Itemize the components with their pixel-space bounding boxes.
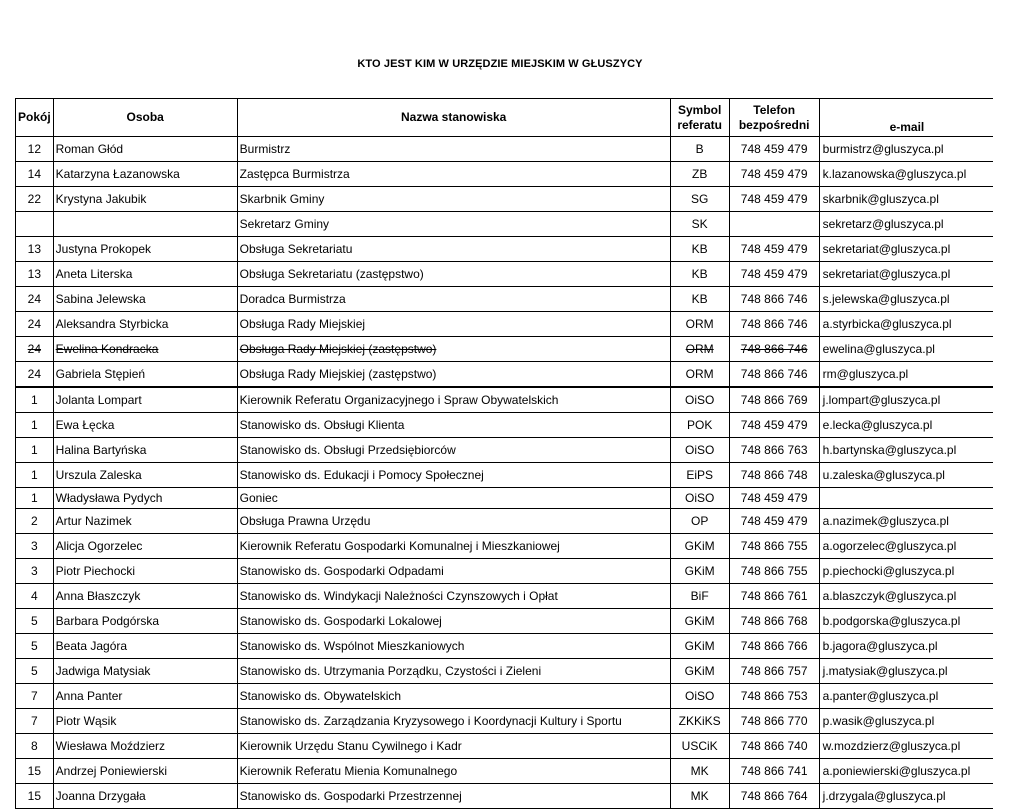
header-person: Osoba xyxy=(53,99,237,137)
cell-person: Artur Nazimek xyxy=(53,509,237,534)
table-row xyxy=(16,584,994,609)
table-row xyxy=(16,413,994,438)
cell-person: Alicja Ogorzelec xyxy=(53,534,237,559)
cell-symbol: MK xyxy=(670,784,729,809)
cell-phone: 748 459 479 xyxy=(729,162,819,187)
cell-email[interactable]: j.lompart@gluszyca.pl xyxy=(819,387,993,413)
cell-symbol: OiSO xyxy=(670,488,729,509)
cell-email[interactable]: a.blaszczyk@gluszyca.pl xyxy=(819,584,993,609)
cell-room: 12 xyxy=(16,137,54,162)
cell-phone: 748 866 748 xyxy=(729,463,819,488)
cell-phone xyxy=(729,212,819,237)
cell-email[interactable]: j.drzygala@gluszyca.pl xyxy=(819,784,993,809)
cell-position: Burmistrz xyxy=(237,137,670,162)
cell-room: 3 xyxy=(16,534,54,559)
cell-position: Obsługa Rady Miejskiej xyxy=(237,312,670,337)
cell-email[interactable]: b.jagora@gluszyca.pl xyxy=(819,634,993,659)
cell-symbol: GKiM xyxy=(670,659,729,684)
cell-room: 24 xyxy=(16,362,54,388)
table-row xyxy=(16,709,994,734)
cell-position: Stanowisko ds. Gospodarki Odpadami xyxy=(237,559,670,584)
cell-person: Jadwiga Matysiak xyxy=(53,659,237,684)
cell-person: Barbara Podgórska xyxy=(53,609,237,634)
table-row xyxy=(16,684,994,709)
table-row xyxy=(16,559,994,584)
cell-position: Sekretarz Gminy xyxy=(237,212,670,237)
cell-position: Goniec xyxy=(237,488,670,509)
cell-email[interactable]: ewelina@gluszyca.pl xyxy=(819,337,993,362)
cell-person: Anna Panter xyxy=(53,684,237,709)
table-row xyxy=(16,187,994,212)
header-phone-line2: bezpośredni xyxy=(738,117,810,132)
cell-person: Andrzej Poniewierski xyxy=(53,759,237,784)
cell-phone: 748 866 755 xyxy=(729,534,819,559)
cell-person: Władysława Pydych xyxy=(53,488,237,509)
cell-room: 24 xyxy=(16,337,54,362)
cell-symbol: OiSO xyxy=(670,684,729,709)
cell-room: 22 xyxy=(16,187,54,212)
table-row xyxy=(16,463,994,488)
cell-phone: 748 459 479 xyxy=(729,488,819,509)
cell-phone: 748 866 764 xyxy=(729,784,819,809)
cell-phone: 748 866 766 xyxy=(729,634,819,659)
cell-position: Kierownik Referatu Organizacyjnego i Spraw Obywatelskich xyxy=(237,387,670,413)
cell-room: 1 xyxy=(16,488,54,509)
cell-symbol: MK xyxy=(670,759,729,784)
cell-room: 1 xyxy=(16,387,54,413)
cell-email[interactable]: w.mozdzierz@gluszyca.pl xyxy=(819,734,993,759)
cell-person: Piotr Wąsik xyxy=(53,709,237,734)
cell-email[interactable]: a.nazimek@gluszyca.pl xyxy=(819,509,993,534)
cell-position: Stanowisko ds. Wspólnot Mieszkaniowych xyxy=(237,634,670,659)
cell-position: Stanowisko ds. Gospodarki Przestrzennej xyxy=(237,784,670,809)
header-email: e-mail xyxy=(819,99,993,137)
cell-phone: 748 866 770 xyxy=(729,709,819,734)
cell-email[interactable]: a.styrbicka@gluszyca.pl xyxy=(819,312,993,337)
cell-room: 7 xyxy=(16,684,54,709)
cell-email[interactable]: p.wasik@gluszyca.pl xyxy=(819,709,993,734)
cell-position: Obsługa Rady Miejskiej (zastępstwo) xyxy=(237,337,670,362)
cell-room: 15 xyxy=(16,784,54,809)
cell-phone: 748 866 763 xyxy=(729,438,819,463)
cell-email[interactable]: j.matysiak@gluszyca.pl xyxy=(819,659,993,684)
cell-room: 24 xyxy=(16,312,54,337)
table-row xyxy=(16,509,994,534)
cell-position: Obsługa Sekretariatu (zastępstwo) xyxy=(237,262,670,287)
cell-phone: 748 459 479 xyxy=(729,413,819,438)
cell-symbol: ZKKiKS xyxy=(670,709,729,734)
table-row xyxy=(16,237,994,262)
cell-person: Ewelina Kondracka xyxy=(53,337,237,362)
cell-symbol: KB xyxy=(670,262,729,287)
table-row xyxy=(16,262,994,287)
cell-position: Kierownik Referatu Mienia Komunalnego xyxy=(237,759,670,784)
cell-email[interactable]: sekretariat@gluszyca.pl xyxy=(819,262,993,287)
cell-person: Sabina Jelewska xyxy=(53,287,237,312)
cell-phone: 748 866 741 xyxy=(729,759,819,784)
cell-phone: 748 866 746 xyxy=(729,362,819,388)
table-row xyxy=(16,212,994,237)
cell-position: Stanowisko ds. Gospodarki Lokalowej xyxy=(237,609,670,634)
cell-email[interactable]: a.ogorzelec@gluszyca.pl xyxy=(819,534,993,559)
cell-person: Aleksandra Styrbicka xyxy=(53,312,237,337)
cell-symbol: SG xyxy=(670,187,729,212)
cell-position: Stanowisko ds. Obsługi Przedsiębiorców xyxy=(237,438,670,463)
cell-person: Gabriela Stępień xyxy=(53,362,237,388)
staff-directory-table xyxy=(15,98,993,809)
cell-person: Katarzyna Łazanowska xyxy=(53,162,237,187)
cell-phone: 748 866 768 xyxy=(729,609,819,634)
cell-room: 5 xyxy=(16,609,54,634)
cell-person: Beata Jagóra xyxy=(53,634,237,659)
cell-room: 3 xyxy=(16,559,54,584)
cell-phone: 748 459 479 xyxy=(729,237,819,262)
cell-symbol: OP xyxy=(670,509,729,534)
table-header-row xyxy=(16,99,994,137)
table-row xyxy=(16,784,994,809)
cell-position: Obsługa Prawna Urzędu xyxy=(237,509,670,534)
cell-person: Halina Bartyńska xyxy=(53,438,237,463)
cell-phone: 748 866 740 xyxy=(729,734,819,759)
table-row xyxy=(16,488,994,509)
cell-email[interactable]: k.lazanowska@gluszyca.pl xyxy=(819,162,993,187)
table-row xyxy=(16,337,994,362)
cell-symbol: ORM xyxy=(670,362,729,388)
table-row xyxy=(16,659,994,684)
cell-symbol: POK xyxy=(670,413,729,438)
cell-person: Anna Błaszczyk xyxy=(53,584,237,609)
cell-position: Doradca Burmistrza xyxy=(237,287,670,312)
cell-symbol: SK xyxy=(670,212,729,237)
cell-room: 2 xyxy=(16,509,54,534)
cell-email[interactable]: sekretariat@gluszyca.pl xyxy=(819,237,993,262)
cell-symbol: OiSO xyxy=(670,438,729,463)
cell-room: 13 xyxy=(16,262,54,287)
cell-position: Stanowisko ds. Windykacji Należności Czynszowych i Opłat xyxy=(237,584,670,609)
cell-room: 24 xyxy=(16,287,54,312)
cell-position: Kierownik Referatu Gospodarki Komunalnej i Mieszkaniowej xyxy=(237,534,670,559)
cell-email[interactable]: p.piechocki@gluszyca.pl xyxy=(819,559,993,584)
table-row xyxy=(16,387,994,413)
table-row xyxy=(16,162,994,187)
cell-position: Kierownik Urzędu Stanu Cywilnego i Kadr xyxy=(237,734,670,759)
cell-symbol: USCiK xyxy=(670,734,729,759)
cell-symbol: ORM xyxy=(670,337,729,362)
cell-room: 1 xyxy=(16,413,54,438)
cell-symbol: KB xyxy=(670,287,729,312)
cell-person: Urszula Zaleska xyxy=(53,463,237,488)
table-row xyxy=(16,534,994,559)
cell-room: 14 xyxy=(16,162,54,187)
header-symbol-line2: referatu xyxy=(677,117,723,132)
cell-symbol: BiF xyxy=(670,584,729,609)
cell-email[interactable]: h.bartynska@gluszyca.pl xyxy=(819,438,993,463)
cell-symbol: EiPS xyxy=(670,463,729,488)
cell-symbol: ZB xyxy=(670,162,729,187)
cell-phone: 748 866 753 xyxy=(729,684,819,709)
cell-person: Ewa Łęcka xyxy=(53,413,237,438)
page-title: KTO JEST KIM W URZĘDZIE MIEJSKIM W GŁUSZYCY xyxy=(357,58,643,70)
table-row xyxy=(16,759,994,784)
cell-room: 5 xyxy=(16,659,54,684)
cell-email[interactable]: b.podgorska@gluszyca.pl xyxy=(819,609,993,634)
cell-email[interactable]: rm@gluszyca.pl xyxy=(819,362,993,388)
cell-room: 4 xyxy=(16,584,54,609)
cell-phone: 748 459 479 xyxy=(729,262,819,287)
cell-phone: 748 866 769 xyxy=(729,387,819,413)
cell-phone: 748 459 479 xyxy=(729,187,819,212)
table-row xyxy=(16,438,994,463)
cell-email[interactable]: burmistrz@gluszyca.pl xyxy=(819,137,993,162)
cell-person: Roman Głód xyxy=(53,137,237,162)
table-row xyxy=(16,609,994,634)
cell-room: 1 xyxy=(16,438,54,463)
cell-symbol: GKiM xyxy=(670,534,729,559)
cell-position: Obsługa Sekretariatu xyxy=(237,237,670,262)
cell-position: Stanowisko ds. Utrzymania Porządku, Czystości i Zieleni xyxy=(237,659,670,684)
cell-email xyxy=(819,488,993,509)
table-row xyxy=(16,287,994,312)
header-phone xyxy=(729,99,819,137)
cell-email[interactable]: a.poniewierski@gluszyca.pl xyxy=(819,759,993,784)
cell-position: Obsługa Rady Miejskiej (zastępstwo) xyxy=(237,362,670,388)
cell-phone: 748 866 757 xyxy=(729,659,819,684)
cell-room: 1 xyxy=(16,463,54,488)
cell-person: Krystyna Jakubik xyxy=(53,187,237,212)
cell-symbol: GKiM xyxy=(670,609,729,634)
table-row xyxy=(16,137,994,162)
cell-person: Wiesława Moździerz xyxy=(53,734,237,759)
cell-symbol: GKiM xyxy=(670,559,729,584)
cell-phone: 748 866 746 xyxy=(729,312,819,337)
cell-phone: 748 866 761 xyxy=(729,584,819,609)
cell-person: Justyna Prokopek xyxy=(53,237,237,262)
cell-person: Jolanta Lompart xyxy=(53,387,237,413)
cell-room: 13 xyxy=(16,237,54,262)
cell-position: Zastępca Burmistrza xyxy=(237,162,670,187)
cell-email[interactable]: skarbnik@gluszyca.pl xyxy=(819,187,993,212)
cell-room: 7 xyxy=(16,709,54,734)
header-room: Pokój xyxy=(16,99,54,137)
cell-phone: 748 459 479 xyxy=(729,137,819,162)
cell-person xyxy=(53,212,237,237)
cell-position: Stanowisko ds. Obsługi Klienta xyxy=(237,413,670,438)
cell-symbol: ORM xyxy=(670,312,729,337)
cell-email[interactable]: u.zaleska@gluszyca.pl xyxy=(819,463,993,488)
table-body xyxy=(16,137,994,809)
table-row xyxy=(16,312,994,337)
cell-symbol: OiSO xyxy=(670,387,729,413)
cell-email[interactable]: sekretarz@gluszyca.pl xyxy=(819,212,993,237)
cell-room xyxy=(16,212,54,237)
header-symbol xyxy=(670,99,729,137)
cell-phone: 748 866 755 xyxy=(729,559,819,584)
cell-room: 5 xyxy=(16,634,54,659)
cell-email[interactable]: a.panter@gluszyca.pl xyxy=(819,684,993,709)
table-row xyxy=(16,634,994,659)
cell-phone: 748 459 479 xyxy=(729,509,819,534)
cell-symbol: B xyxy=(670,137,729,162)
cell-phone: 748 866 746 xyxy=(729,337,819,362)
cell-email[interactable]: s.jelewska@gluszyca.pl xyxy=(819,287,993,312)
cell-position: Skarbnik Gminy xyxy=(237,187,670,212)
cell-position: Stanowisko ds. Obywatelskich xyxy=(237,684,670,709)
cell-symbol: GKiM xyxy=(670,634,729,659)
cell-room: 15 xyxy=(16,759,54,784)
cell-symbol: KB xyxy=(670,237,729,262)
cell-position: Stanowisko ds. Edukacji i Pomocy Społecznej xyxy=(237,463,670,488)
header-symbol-line1: Symbol xyxy=(678,102,722,117)
cell-phone: 748 866 746 xyxy=(729,287,819,312)
cell-room: 8 xyxy=(16,734,54,759)
table-row xyxy=(16,362,994,388)
cell-position: Stanowisko ds. Zarządzania Kryzysowego i Koordynacji Kultury i Sportu xyxy=(237,709,670,734)
table-row xyxy=(16,734,994,759)
cell-email[interactable]: e.lecka@gluszyca.pl xyxy=(819,413,993,438)
cell-person: Aneta Literska xyxy=(53,262,237,287)
header-position: Nazwa stanowiska xyxy=(237,99,670,137)
cell-person: Joanna Drzygała xyxy=(53,784,237,809)
cell-person: Piotr Piechocki xyxy=(53,559,237,584)
header-phone-line1: Telefon xyxy=(753,102,796,117)
